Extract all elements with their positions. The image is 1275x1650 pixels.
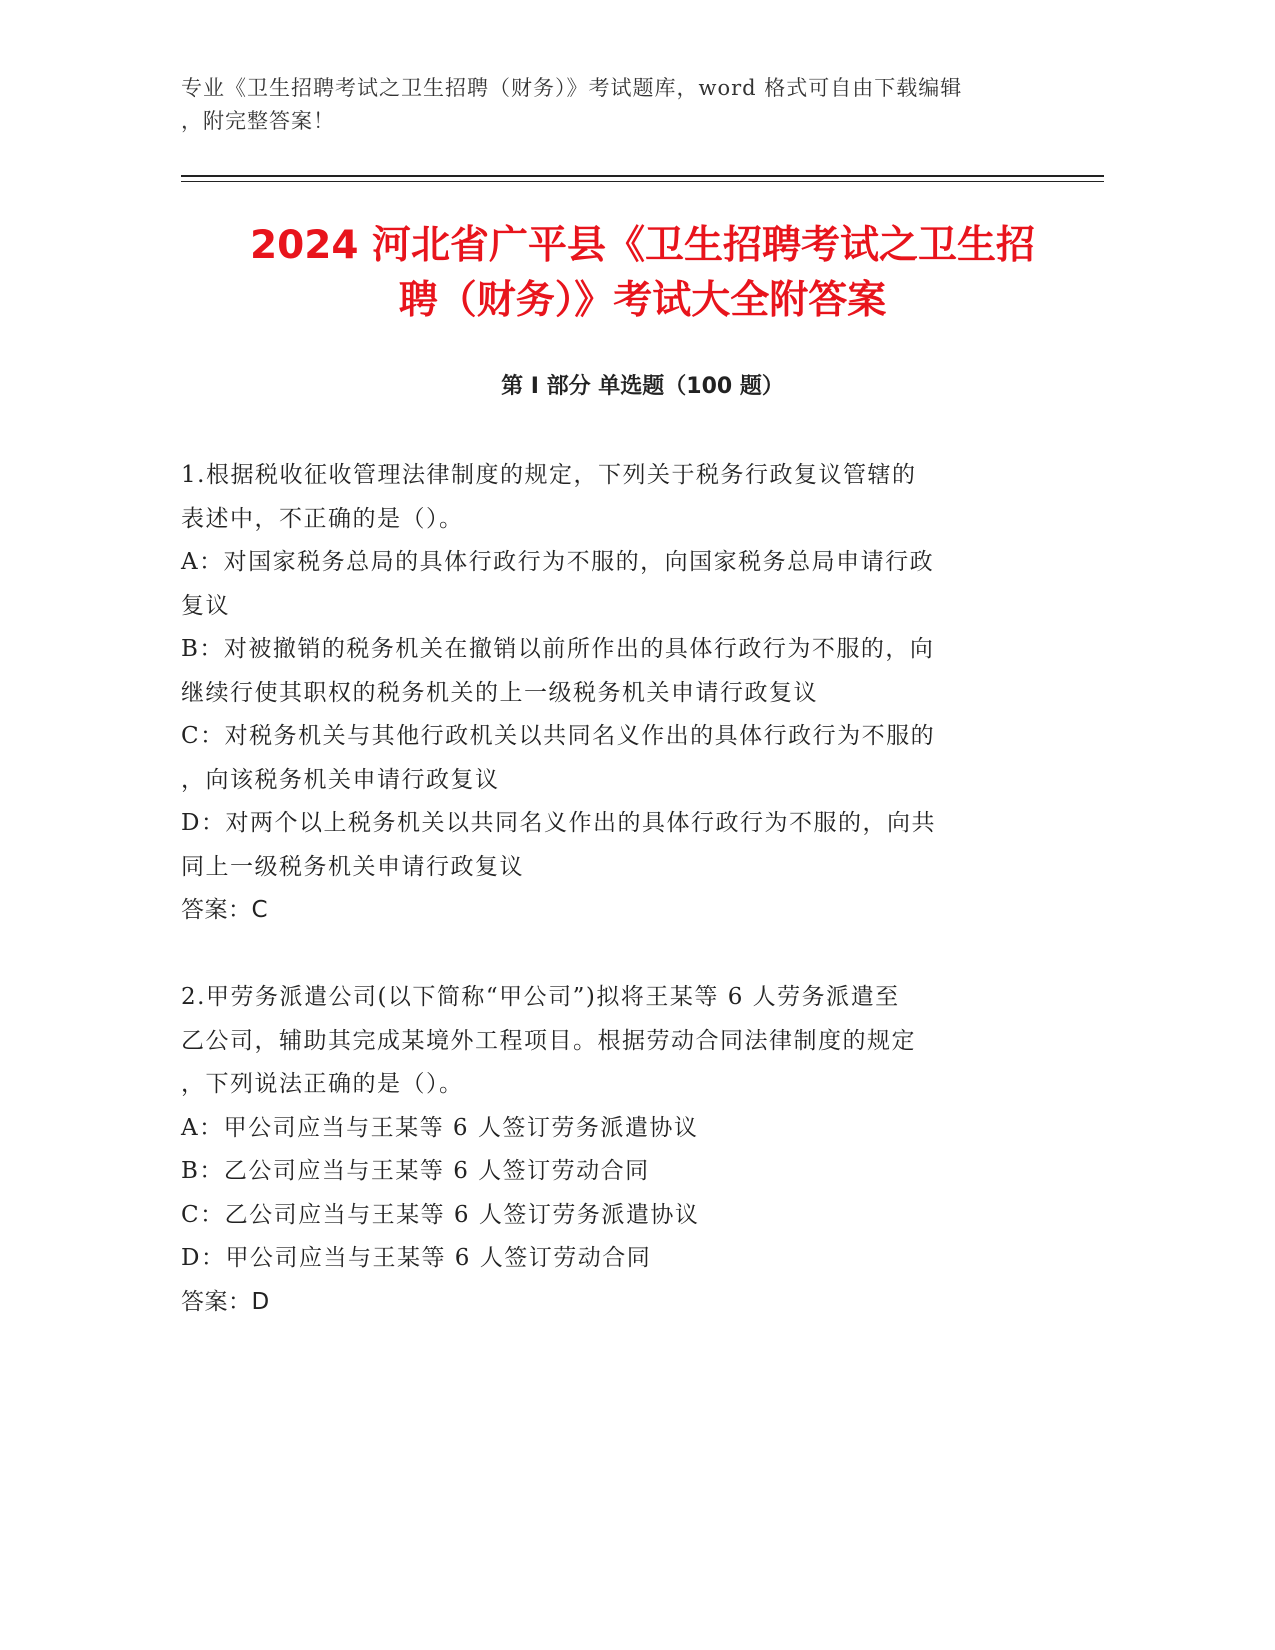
question-1-option-a-line-1: A：对国家税务总局的具体行政行为不服的，向国家税务总局申请行政 bbox=[181, 549, 935, 575]
question-1-option-a-line-2: 复议 bbox=[181, 592, 230, 619]
header-note-line-1: 专业《卫生招聘考试之卫生招聘（财务）》考试题库，word 格式可自由下载编辑 bbox=[181, 76, 963, 100]
question-2-option-d: D：甲公司应当与王某等 6 人签订劳动合同 bbox=[181, 1245, 652, 1271]
question-2-option-b: B：乙公司应当与王某等 6 人签订劳动合同 bbox=[181, 1158, 650, 1184]
question-1-option-d-line-2: 同上一级税务机关申请行政复议 bbox=[181, 853, 524, 880]
question-2 bbox=[181, 976, 1041, 1324]
question-1 bbox=[181, 454, 1041, 933]
question-1-option-d-line-1: D：对两个以上税务机关以共同名义作出的具体行政行为不服的，向共 bbox=[181, 810, 936, 836]
question-1-answer: 答案：C bbox=[181, 897, 269, 923]
header-note bbox=[181, 72, 1061, 138]
question-2-answer: 答案：D bbox=[181, 1288, 270, 1315]
question-1-stem-line-2: 表述中，不正确的是（）。 bbox=[181, 505, 464, 532]
document-title-line-1: 2024 河北省广平县《卫生招聘考试之卫生招 bbox=[249, 223, 1036, 268]
question-2-stem-line-2: 乙公司，辅助其完成某境外工程项目。根据劳动合同法律制度的规定 bbox=[181, 1027, 916, 1054]
document-title-line-2: 聘（财务）》考试大全附答案 bbox=[398, 278, 887, 323]
section-heading: 第 I 部分 单选题（100 题） bbox=[501, 374, 784, 399]
question-1-option-b-line-1: B：对被撤销的税务机关在撤销以前所作出的具体行政行为不服的，向 bbox=[181, 636, 935, 662]
question-1-stem-line-1: 1.根据税收征收管理法律制度的规定，下列关于税务行政复议管辖的 bbox=[181, 462, 917, 488]
question-2-stem-line-3: ，下列说法正确的是（）。 bbox=[181, 1071, 464, 1097]
question-1-option-c-line-1: C：对税务机关与其他行政机关以共同名义作出的具体行政行为不服的 bbox=[181, 723, 936, 749]
question-2-option-c: C：乙公司应当与王某等 6 人签订劳务派遣协议 bbox=[181, 1201, 700, 1228]
header-divider-thin bbox=[181, 181, 1104, 182]
question-1-option-b-line-2: 继续行使其职权的税务机关的上一级税务机关申请行政复议 bbox=[181, 679, 818, 706]
document-title bbox=[170, 218, 1115, 328]
header-note-line-2: ，附完整答案！ bbox=[181, 109, 335, 133]
question-2-stem-line-1: 2.甲劳务派遣公司(以下简称“甲公司”)拟将王某等 6 人劳务派遣至 bbox=[181, 984, 900, 1010]
header-divider-thick bbox=[181, 175, 1104, 177]
question-2-option-a: A：甲公司应当与王某等 6 人签订劳务派遣协议 bbox=[181, 1114, 699, 1141]
question-1-option-c-line-2: ，向该税务机关申请行政复议 bbox=[181, 766, 500, 793]
